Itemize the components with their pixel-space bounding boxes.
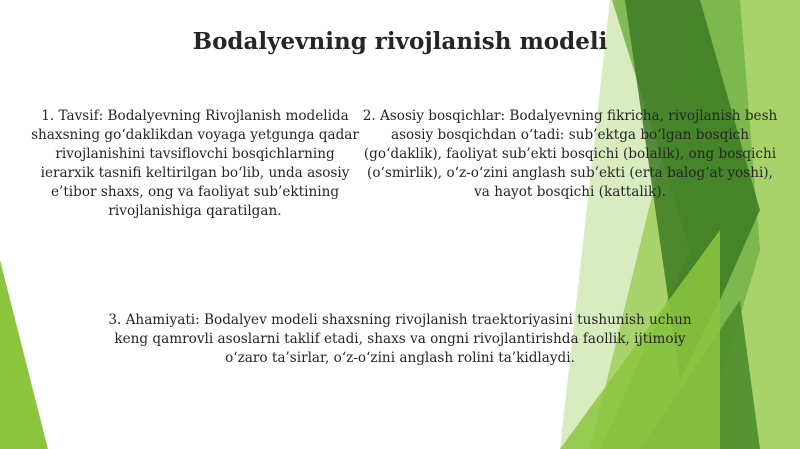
paragraph-main-stages: 2. Asosiy bosqichlar: Bodalyevning fikricha, rivojlanish besh asosiy bosqichdan o‘tadi: sub’ektga bo‘lgan bosqich (go‘daklik), faoliyat sub’ekti bosqichi (bolalik), ong bosqichi (o‘smirlik), o‘z-o‘zini anglash sub’ekti (erta balog‘at yoshi), va hayot bosqichi (kattalik). <box>362 108 778 200</box>
left-green-sliver <box>0 260 48 449</box>
slide-title: Bodalyevning rivojlanish modeli <box>192 28 608 55</box>
paragraph-description: 1. Tavsif: Bodalyevning Rivojlanish modelida shaxsning go‘daklikdan voyaga yetgunga qadar rivojlanishini tavsiflovchi bosqichlarning ierarxik tasnifi keltirilgan bo‘lib, unda asosiy e’tibor shaxs, ong va faoliyat sub’ektining rivojlanishiga qaratilgan. <box>31 108 359 219</box>
paragraph-significance: 3. Ahamiyati: Bodalyev modeli shaxsning rivojlanish traektoriyasini tushunish uchun keng qamrovli asoslarni taklif etadi, shaxs va ongni rivojlantirishda faollik, ijtimoiy o‘zaro ta’sirlar, o‘z-o‘zini anglash rolini ta’kidlaydi. <box>108 312 692 366</box>
